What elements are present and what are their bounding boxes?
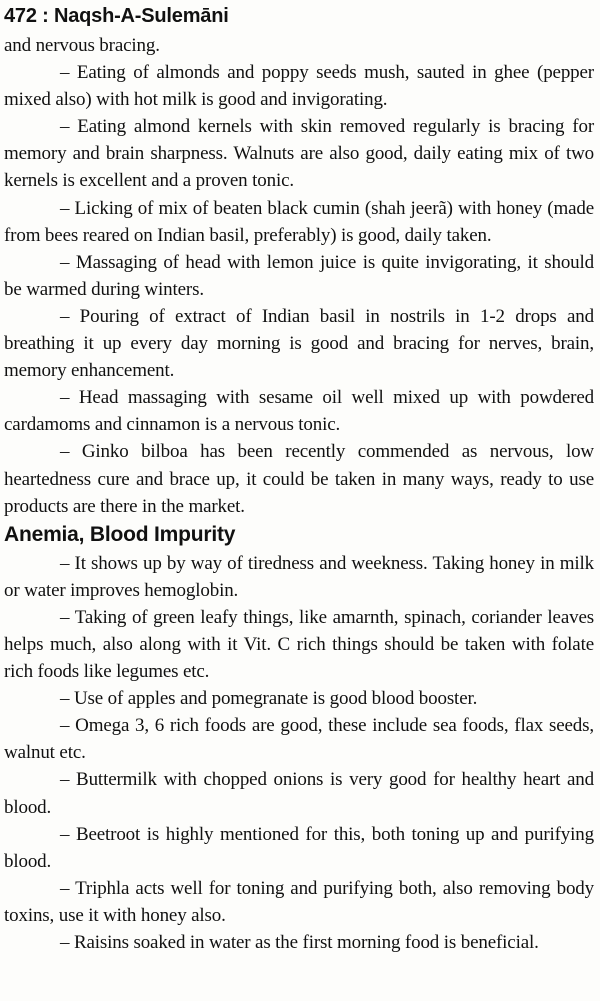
paragraph: – Licking of mix of beaten black cumin (shah jeerã) with honey (made from bees reared on Indian basil, preferably) is good, daily taken. — [4, 197, 594, 246]
body-text-bottom — [4, 550, 594, 956]
paragraph: – Ginko bilboa has been recently commended as nervous, low heartedness cure and brace up, it could be taken in many ways, ready to use products are there in the market. — [4, 441, 594, 517]
paragraph: – Eating of almonds and poppy seeds mush, sauted in ghee (pepper mixed also) with hot milk is good and invigorating. — [4, 62, 594, 111]
paragraph: – Buttermilk with chopped onions is very good for healthy heart and blood. — [4, 769, 594, 818]
paragraph: – Raisins soaked in water as the first morning food is beneficial. — [60, 932, 539, 953]
paragraph: – Pouring of extract of Indian basil in nostrils in 1-2 drops and breathing it up every day morning is good and bracing for nerves, brain, memory enhancement. — [4, 305, 594, 382]
section-heading: Anemia, Blood Impurity — [4, 522, 236, 546]
paragraph: – Head massaging with sesame oil well mixed up with powdered cardamoms and cinnamon is a nervous tonic. — [4, 387, 594, 436]
paragraph: – Beetroot is highly mentioned for this, both toning up and purifying blood. — [4, 823, 594, 872]
paragraph: – Taking of green leafy things, like amarnth, spinach, coriander leaves helps much, also along with it Vit. C rich things should be taken with folate rich foods like legumes etc. — [4, 606, 594, 683]
book-title: Naqsh-A-Sulemāni — [53, 5, 229, 27]
body-text-top — [4, 32, 594, 520]
paragraph: – Eating almond kernels with skin removed regularly is bracing for memory and brain sharpness. Walnuts are also good, daily eating mix of two kernels is excellent and a proven tonic. — [4, 116, 594, 192]
page-number: 472 — [4, 5, 37, 27]
paragraph: and nervous bracing. — [4, 35, 160, 56]
paragraph: – Massaging of head with lemon juice is quite invigorating, it should be warmed during winters. — [4, 251, 594, 300]
paragraph: – Use of apples and pomegranate is good blood booster. — [60, 688, 478, 710]
running-head — [4, 2, 594, 32]
paragraph: – Omega 3, 6 rich foods are good, these include sea foods, flax seeds, walnut etc. — [4, 715, 594, 764]
paragraph: – It shows up by way of tiredness and weekness. Taking honey in milk or water improves hemoglobin. — [4, 552, 594, 601]
paragraph: – Triphla acts well for toning and purifying both, also removing body toxins, use it with honey also. — [4, 877, 594, 926]
header-separator: : — [42, 5, 49, 27]
